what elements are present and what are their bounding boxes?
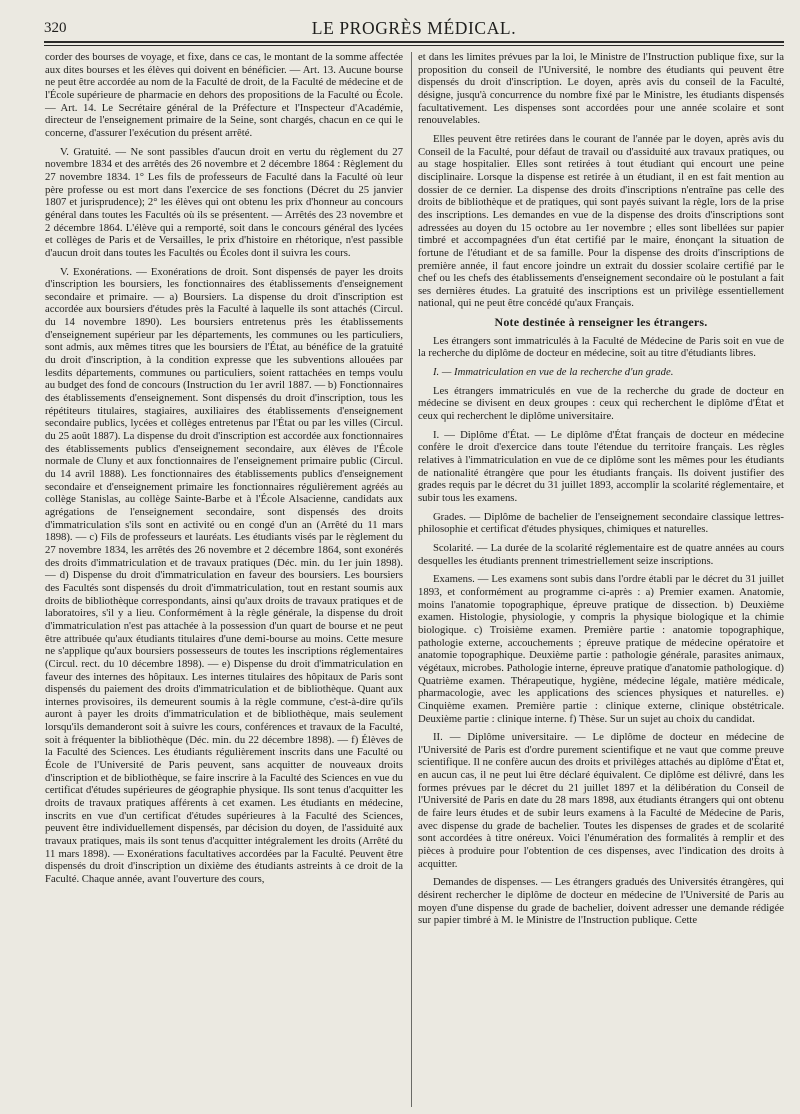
paragraph: Grades. — Diplôme de bachelier de l'enseignement secondaire classique lettres-philosophie et certificat d'études physiques, chimiques et naturelles. bbox=[418, 510, 784, 536]
page-header bbox=[44, 14, 784, 44]
subheading bbox=[418, 366, 784, 379]
paragraph: et dans les limites prévues par la loi, le Ministre de l'Instruction publique fixe, sur la proposition du conseil de l'Université, le nombre des étudiants qui peuvent être dispensés du droit d'inscription. Le doyen, après avis du conseil de la Faculté, désigne, jusqu'à concurrence du nombre fixé par le Ministre, les étudiants dispensés facultativement. Les dispenses sont accordées pour une année scolaire et sont renouvelables. bbox=[418, 51, 784, 127]
section-heading: Note destinée à renseigner les étrangers. bbox=[494, 315, 708, 330]
right-column bbox=[418, 51, 784, 927]
header-rule-thin bbox=[44, 45, 784, 46]
paragraph: V. Exonérations. — Exonérations de droit. Sont dispensés de payer les droits d'inscription les boursiers, les fonctionnaires des établissements d'enseignement secondaire et primaire. — a) Boursiers. La dispense du droit d'inscription est accordée aux boursiers d'études près la Faculté à laquelle ils sont attachés (Circul. du 14 novembre 1890). Les boursiers entretenus près les établissements d'enseignement supérieur par les départements, les communes ou les particuliers, sont admis, aux mêmes titres que les boursiers de l'État, au bénéfice de la gratuité du droit d'inscription, à la condition expresse que les subventions allouées par lesdits départements, communes ou particuliers, soient rattachées en temps voulu au budget des fond de concours (Instruction du 1er avril 1887. — b) Fonctionnaires des établissements d'enseignement. Sont dispensés du droit d'inscription, tous les répétiteurs titulaires, stagiaires, auxiliaires des établissements d'enseignement secondaire publics, lycées et collèges entretenus par l'État ou par les villes (Circul. du 25 août 1887). La dispense du droit d'inscription est accordée aux fonctionnaires des établissements publics d'enseignement secondaire, aux élèves de l'École normale de Cluny et aux fonctionnaires de l'enseignement primaire public (Circul. du 14 avril 1888). Les fonctionnaires des établissements publics d'enseignement secondaire et d'enseignement primaire les fonctionnaires régulièrement agréés au collège Stanislas, au collège Sainte-Barbe et à l'École Alsacienne, candidats aux agrégations de l'enseignement secondaire, sont dispensés des droits d'immatriculation s'ils sont en activité ou en congé d'un an (Arrêté du 11 mars 1898). — c) Fils de professeurs et lauréats. Les étudiants visés par le règlement du 27 novembre 1834, les arrêtés des 26 novembre et 2 décembre 1864, sont exonérés des droits d'immatriculation et de travaux pratiques (Déc. min. du 1er juin 1898). — d) Dispense du droit d'immatriculation en faveur des boursiers. Les boursiers des Facultés sont dispensés du droit d'immatriculation, tout en restant soumis aux droits de bibliothèque correspondants, ainsi qu'aux droits de travaux pratiques et de laboratoires, s'il y a lieu. Conformément à la règle générale, la dispense du droit d'immatriculation n'est pas attachée à la possession d'un quart de bourse et ne peut être attribuée qu'aux étudiants titulaires d'une demi-bourse au moins. Cette mesure ne s'applique qu'aux boursiers possesseurs de toutes les inscriptions réglementaires (Circul. rect. du 10 décembre 1898). — e) Dispense du droit d'immatriculation en faveur des internes des hôpitaux. Les internes titulaires des hôpitaux de Paris sont dispensés du paiement des droits d'immatriculation et de bibliothèque. Quant aux internes provisoires, ils demeurent soumis à la règle commune, c'est-à-dire qu'ils auront à payer les droits d'immatriculation et de bibliothèque, mais seulement lorsqu'ils demanderont soit à suivre les cours, conférences et travaux de la Faculté, soit à fréquenter la bibliothèque (Déc. min. du 22 décembre 1898). — f) Élèves de la Faculté des Sciences. Les étudiants régulièrement inscrits dans une Faculté ou École de l'Université de Paris peuvent, sans acquitter de nouveaux droits d'inscription et de bibliothèque, se faire inscrire à la Faculté des Sciences en vue du certificat d'études supérieures de géographie physique. Ils sont tenus d'acquitter les droits de travaux pratiques afférents à cet examen. Les étudiants en médecine, inscrits en vue d'un certificat d'études supérieures à la Faculté des Sciences, peuvent être individuellement dispensés, par décision du doyen, de l'assiduité aux travaux pratiques, mais ils sont tenus d'acquitter intégralement les droits (Arrêté du 11 mars 1898). — Exonérations facultatives accordées par la Faculté. Peuvent être dispensés du droit d'inscription un dixième des étudiants astreints à ce droit de la Faculté. Chaque année, avant l'ouverture des cours, bbox=[45, 265, 403, 885]
running-title: LE PROGRÈS MÉDICAL. bbox=[311, 18, 517, 38]
column-divider bbox=[411, 52, 412, 1107]
paragraph: Demandes de dispenses. — Les étrangers gradués des Universités étrangères, qui désirent rechercher le diplôme de docteur en médecine de l'Université de Paris au moyen d'une dispense du grade de bachelier, doivent adresser une demande rédigée sur papier timbré à M. le Ministre de l'Instruction publique. Cette bbox=[418, 876, 784, 927]
paragraph: Elles peuvent être retirées dans le courant de l'année par le doyen, après avis du Conseil de la Faculté, pour défaut de travail ou d'assiduité aux travaux pratiques, ou au stage hospitalier. Elles sont retirées à tout étudiant qui encourt une peine disciplinaire. Lorsque la dispense est retirée à un étudiant, il en est fait mention au dossier de ce dernier. La dispense des droits d'inscriptions n'entraîne pas celle des droits de bibliothèque et de pratiques, qui sont payés suivant la règle, lors de la prise des inscriptions. Les demandes en vue de la dispense des droits d'inscriptions sont adressées au doyen du 15 octobre au 1er novembre ; elles sont libellées sur papier timbré et accompagnées d'un état certifié par le maire, énonçant la situation de fortune de l'étudiant et de sa famille. Pour la dispense des droits d'inscriptions de première année, il faut encore joindre un extrait du dossier scolaire certifié par le chef ou les chefs des établissements d'enseignement secondaire où le postulant a fait ses dernières études. La gratuité des inscriptions est un privilège essentiellement national, qui ne peut être concédé qu'aux Français. bbox=[418, 132, 784, 310]
paragraph: I. — Diplôme d'État. — Le diplôme d'État français de docteur en médecine confère le droit d'exercice dans toute l'étendue du territoire français. Les règles relatives à l'immatriculation en vue de ce diplôme sont les mêmes pour les étudiants de nationalité étrangère que pour les étudiants français. Ils doivent justifier des grades requis par le décret du 31 juillet 1893, accomplir la scolarité réglementaire, et subir tous les examens. bbox=[418, 428, 784, 504]
paragraph: Examens. — Les examens sont subis dans l'ordre établi par le décret du 31 juillet 1893, et conformément au programme ci-après : a) Premier examen. Anatomie, moins l'anatomie topographique, épreuve pratique de dissection. b) Deuxième examen. Histologie, physiologie, y compris la physique biologique et la chimie biologique. c) Troisième examen. Première partie : anatomie topographique, pathologie externe, accouchements ; épreuve pratique de médecine opératoire et anatomie topographique. Deuxième partie : pathologie générale, parasites animaux, végétaux, microbes. Pathologie interne, épreuve pratique d'anatomie pathologique. d) Quatrième examen. Thérapeutique, hygiène, médecine légale, matière médicale, pharmacologie, avec les applications des sciences physiques et naturelles. e) Cinquième examen. Première partie : clinique externe, clinique obstétricale. Deuxième partie : clinique interne. f) Thèse. Sur un sujet au choix du candidat. bbox=[418, 573, 784, 725]
page-number: 320 bbox=[44, 20, 67, 36]
paragraph: Les étrangers immatriculés en vue de la recherche du grade de docteur en médecine se divisent en deux groupes : ceux qui recherchent le diplôme d'État et ceux qui recherchent le diplôme universitaire. bbox=[418, 384, 784, 423]
header-rule-thick bbox=[44, 41, 784, 43]
paragraph: II. — Diplôme universitaire. — Le diplôme de docteur en médecine de l'Université de Paris est d'ordre purement scientifique et ne vaut que comme preuve scientifique. Il ne confère aucun des droits et privilèges attachés au diplôme d'État et, en aucun cas, il ne peut lui être déclaré équivalent. Ce diplôme est délivré, dans les formes prévues par le décret du 21 juillet 1897 et la délibération du Conseil de l'Université de Paris en date du 28 mars 1898, aux étudiants étrangers qui ont obtenu de faire leurs études et de subir leurs examens à la Faculté de Médecine de Paris, avec dispense du grade de bachelier. Toutes les dispenses de grades et de scolarité sont accordées à titre onéreux. Voici l'énumération des formalités à remplir et des pièces à produire pour l'obtention de ces dispenses, avec l'indication des droits à acquitter. bbox=[418, 731, 784, 870]
paragraph: corder des bourses de voyage, et fixe, dans ce cas, le montant de la somme affectée aux dites bourses et les élèves qui doivent en bénéficier. — Art. 13. Aucune bourse ne peut être accordée au nom de la Faculté de droit, de la Faculté de médecine et de l'École supérieure de pharmacie en dehors des propositions de la Faculté ou École. — Art. 14. Le Secrétaire général de la Préfecture et l'Inspecteur d'Académie, directeur de l'enseignement primaire de la Seine, sont chargés, chacun en ce qui le concerne, d'assurer l'exécution du présent arrêté. bbox=[45, 51, 403, 139]
paragraph: Les étrangers sont immatriculés à la Faculté de Médecine de Paris soit en vue de la recherche du diplôme de docteur en médecine, soit au titre d'étudiants libres. bbox=[418, 334, 784, 360]
subheading-text: I. — Immatriculation en vue de la recherche d'un grade. bbox=[432, 366, 674, 379]
left-column bbox=[45, 51, 403, 886]
paragraph: V. Gratuité. — Ne sont passibles d'aucun droit en vertu du règlement du 27 novembre 1834 et des arrêtés des 26 novembre et 2 décembre 1864 : Règlement du 27 novembre 1834. 1° Les fils de professeurs de Faculté dans la Faculté où leur père professe ou est mort dans l'exercice de ses fonctions (Décret du 25 janvier 1807 et jurisprudence); 2° les élèves qui ont obtenu les prix d'honneur au concours général dans toutes les Facultés où ils se présentent. — Arrêtés des 23 novembre et 2 décembre 1864. L'élève qui a remporté, soit dans le concours général des lycées et collèges de Paris et de Versailles, le prix d'histoire en rhétorique, n'est passible d'aucun droit dans toutes les Facultés ou Écoles dont il suivra les cours. bbox=[45, 145, 403, 259]
paragraph: Scolarité. — La durée de la scolarité réglementaire est de quatre années au cours desquelles les étudiants prennent trimestriellement seize inscriptions. bbox=[418, 541, 784, 567]
